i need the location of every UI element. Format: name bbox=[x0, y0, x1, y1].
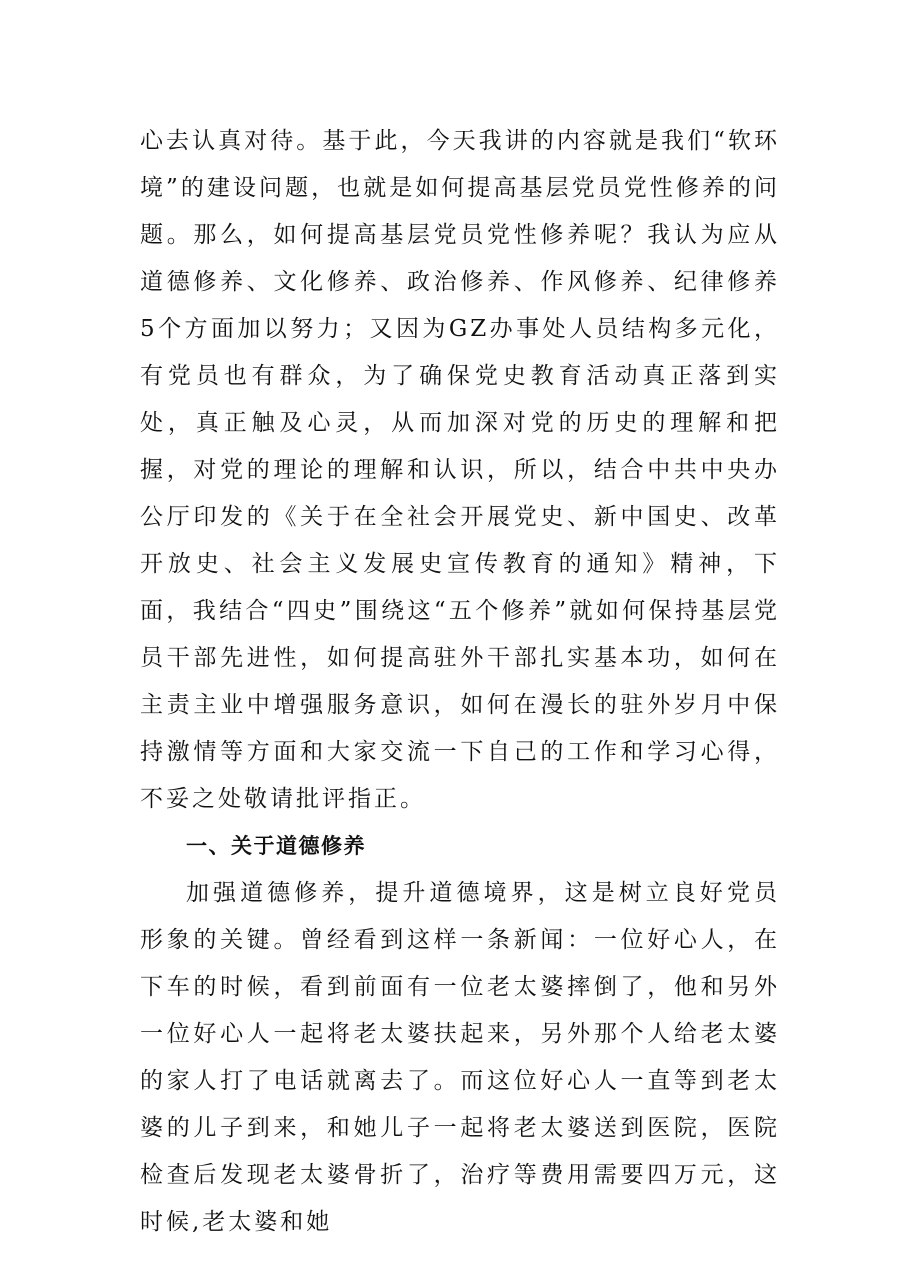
paragraph-moral-cultivation: 加强道德修养，提升道德境界，这是树立良好党员形象的关键。曾经看到这样一条新闻：一位好心人，在下车的时候，看到前面有一位老太婆摔倒了，他和另外一位好心人一起将老太婆扶起来，另外那个人给老太婆的家人打了电话就离去了。而这位好心人一直等到老太婆的儿子到来，和她儿子一起将老太婆送到医院，医院检查后发现老太婆骨折了，治疗等费用需要四万元，这时候,老太婆和她 bbox=[140, 880, 780, 1235]
document-body bbox=[140, 118, 780, 1246]
section-heading: 一、关于道德修养 bbox=[186, 834, 366, 858]
paragraph-continued: 心去认真对待。基于此，今天我讲的内容就是我们“软环境”的建设问题，也就是如何提高基层党员党性修养的问题。那么，如何提高基层党员党性修养呢？我认为应从道德修养、文化修养、政治修养、作风修养、纪律修养5个方面加以努力；又因为GZ办事处人员结构多元化，有党员也有群众，为了确保党史教育活动真正落到实处，真正触及心灵，从而加深对党的历史的理解和把握，对党的理论的理解和认识，所以，结合中共中央办公厅印发的《关于在全社会开展党史、新中国史、改革开放史、社会主义发展史宣传教育的通知》精神，下面，我结合“四史”围绕这“五个修养”就如何保持基层党员干部先进性，如何提高驻外干部扎实基本功，如何在主责主业中增强服务意识，如何在漫长的驻外岁月中保持激情等方面和大家交流一下自己的工作和学习心得，不妥之处敬请批评指正。 bbox=[140, 128, 780, 812]
